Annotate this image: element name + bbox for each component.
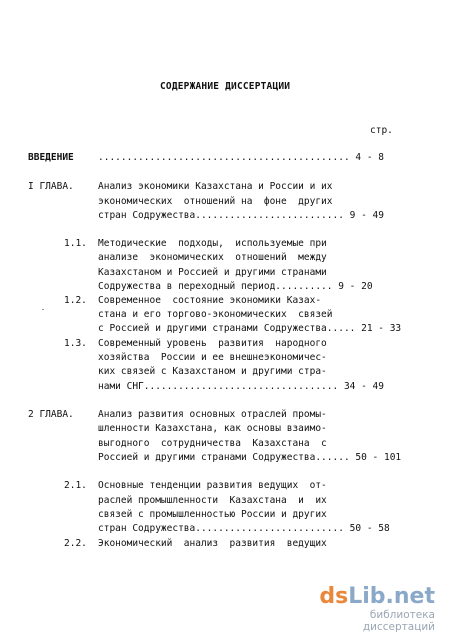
toc-label: 1.3. xyxy=(64,338,87,349)
toc-line: шленности Казахстана, как основы взаимо- xyxy=(98,423,327,434)
toc-line: Основные тенденции развития ведущих от- xyxy=(98,480,327,491)
toc-line: Россией и другими странами Содружества...... 50 - 101 xyxy=(98,452,402,463)
toc-line: Современный уровень развития народного xyxy=(98,338,327,349)
toc-line: Экономический анализ развития ведущих xyxy=(98,538,327,549)
watermark[interactable] xyxy=(295,585,435,633)
toc-label: 2.1. xyxy=(64,480,87,491)
toc-line: выгодного сотрудничества Казахстана с xyxy=(98,438,327,449)
toc-line: Содружества в переходный период.......... 9 - 20 xyxy=(98,281,373,292)
logo-lib: Lib xyxy=(348,584,386,609)
logo-ds: ds xyxy=(319,584,349,609)
toc-label: 1.2. xyxy=(64,295,87,306)
toc-label: 1.1. xyxy=(64,238,87,249)
page-title: СОДЕРЖАНИЕ ДИССЕРТАЦИИ xyxy=(160,81,291,92)
watermark-subtitle: библиотека диссертаций xyxy=(362,609,435,633)
toc-line: связей с промышленностью России и других xyxy=(98,509,327,520)
watermark-logo[interactable] xyxy=(295,585,435,609)
toc-line: экономических отношений на фоне других xyxy=(98,196,333,207)
toc-line: анализе экономических отношений между xyxy=(98,252,327,263)
toc-line: раслей промышленности Казахстана и их xyxy=(98,495,327,506)
toc-line: Методические подходы, используемые при xyxy=(98,238,327,249)
page-column-header: стр. xyxy=(370,125,393,136)
toc-line: Анализ развития основных отраслей промы- xyxy=(98,409,327,420)
toc-label: 2 ГЛАВА. xyxy=(28,409,74,420)
scan-speck xyxy=(42,309,44,310)
toc-line: стран Содружества.......................... 9 - 49 xyxy=(98,210,384,221)
toc-label: 2.2. xyxy=(64,538,87,549)
toc-line: стран Содружества.......................... 50 - 58 xyxy=(98,523,390,534)
toc-line: ............................................ 4 - 8 xyxy=(98,152,384,163)
toc-line: стана и его торгово-экономических связей xyxy=(98,309,333,320)
toc-line: Современное состояние экономики Казах- xyxy=(98,295,322,306)
toc-line: хозяйства России и ее внешнеэкономичес- xyxy=(98,352,327,363)
logo-net: .net xyxy=(385,584,435,609)
toc-line: Казахстаном и Россией и другими странами xyxy=(98,267,327,278)
toc-line: Анализ экономики Казахстана и России и их xyxy=(98,181,333,192)
toc-line: с Россией и другими странами Содружества..... 21 - 33 xyxy=(98,323,402,334)
toc-label: ВВЕДЕНИЕ xyxy=(28,152,74,163)
toc-label: I ГЛАВА. xyxy=(28,181,74,192)
toc-line: ких связей с Казахстаном и другими стра- xyxy=(98,366,327,377)
toc-line: нами СНГ.................................. 34 - 49 xyxy=(98,381,384,392)
